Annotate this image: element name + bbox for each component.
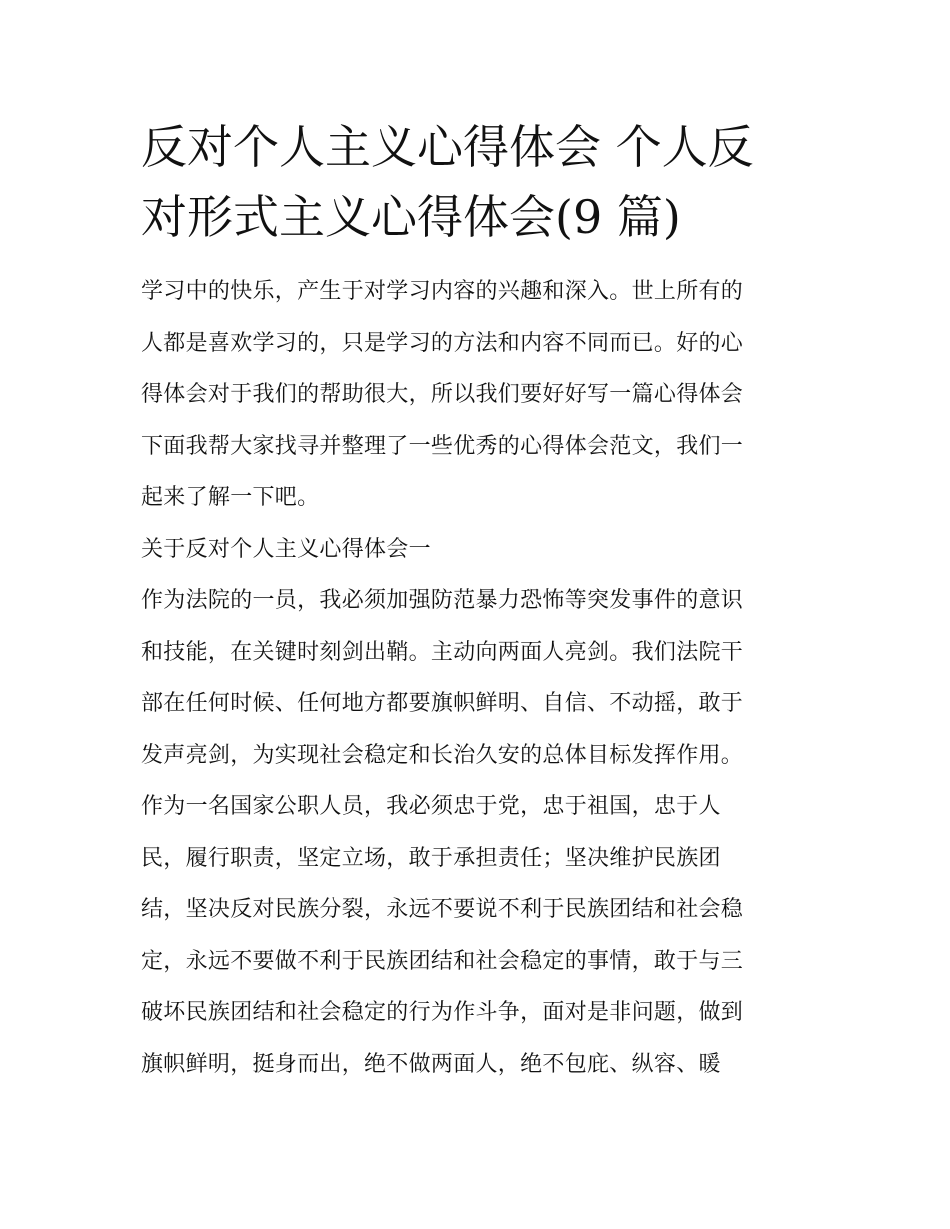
section-heading: 关于反对个人主义心得体会一: [141, 536, 431, 562]
body-line: 定，永远不要做不利于民族团结和社会稳定的事情，敢于与三: [141, 948, 744, 974]
body-line: 作为一名国家公职人员，我必须忠于党，忠于祖国，忠于人: [141, 794, 721, 819]
document-content: [141, 112, 817, 1090]
intro-line: 下面我帮大家找寻并整理了一些优秀的心得体会范文，我们一: [141, 433, 744, 459]
title-line: 反对个人主义心得体会 个人反: [141, 120, 754, 174]
intro-line: 起来了解一下吧。: [141, 485, 320, 510]
body-line: 结，坚决反对民族分裂，永远不要说不利于民族团结和社会稳: [141, 897, 744, 922]
intro-line: 得体会对于我们的帮助很大，所以我们要好好写一篇心得体会: [141, 382, 744, 407]
intro-line: 人都是喜欢学习的，只是学习的方法和内容不同而已。好的心: [141, 330, 744, 356]
body-line: 部在任何时候、任何地方都要旗帜鲜明、自信、不动摇，敢于: [141, 691, 744, 716]
intro-line: 学习中的快乐，产生于对学习内容的兴趣和深入。世上所有的: [141, 279, 744, 304]
body-line: 旗帜鲜明，挺身而出，绝不做两面人，绝不包庇、纵容、暖: [141, 1051, 721, 1077]
document-title: [141, 112, 817, 252]
title-line: 对形式主义心得体会(9 篇): [141, 190, 681, 244]
body-line: 作为法院的一员，我必须加强防范暴力恐怖等突发事件的意识: [141, 588, 744, 613]
body-line: 民，履行职责，坚定立场，敢于承担责任；坚决维护民族团: [141, 845, 721, 871]
body-line: 破坏民族团结和社会稳定的行为作斗争，面对是非问题，做到: [141, 1000, 744, 1025]
body-line: 和技能，在关键时刻剑出鞘。主动向两面人亮剑。我们法院干: [141, 639, 744, 665]
body-line: 发声亮剑，为实现社会稳定和长治久安的总体目标发挥作用。: [141, 742, 744, 768]
document-body: [141, 266, 817, 1090]
